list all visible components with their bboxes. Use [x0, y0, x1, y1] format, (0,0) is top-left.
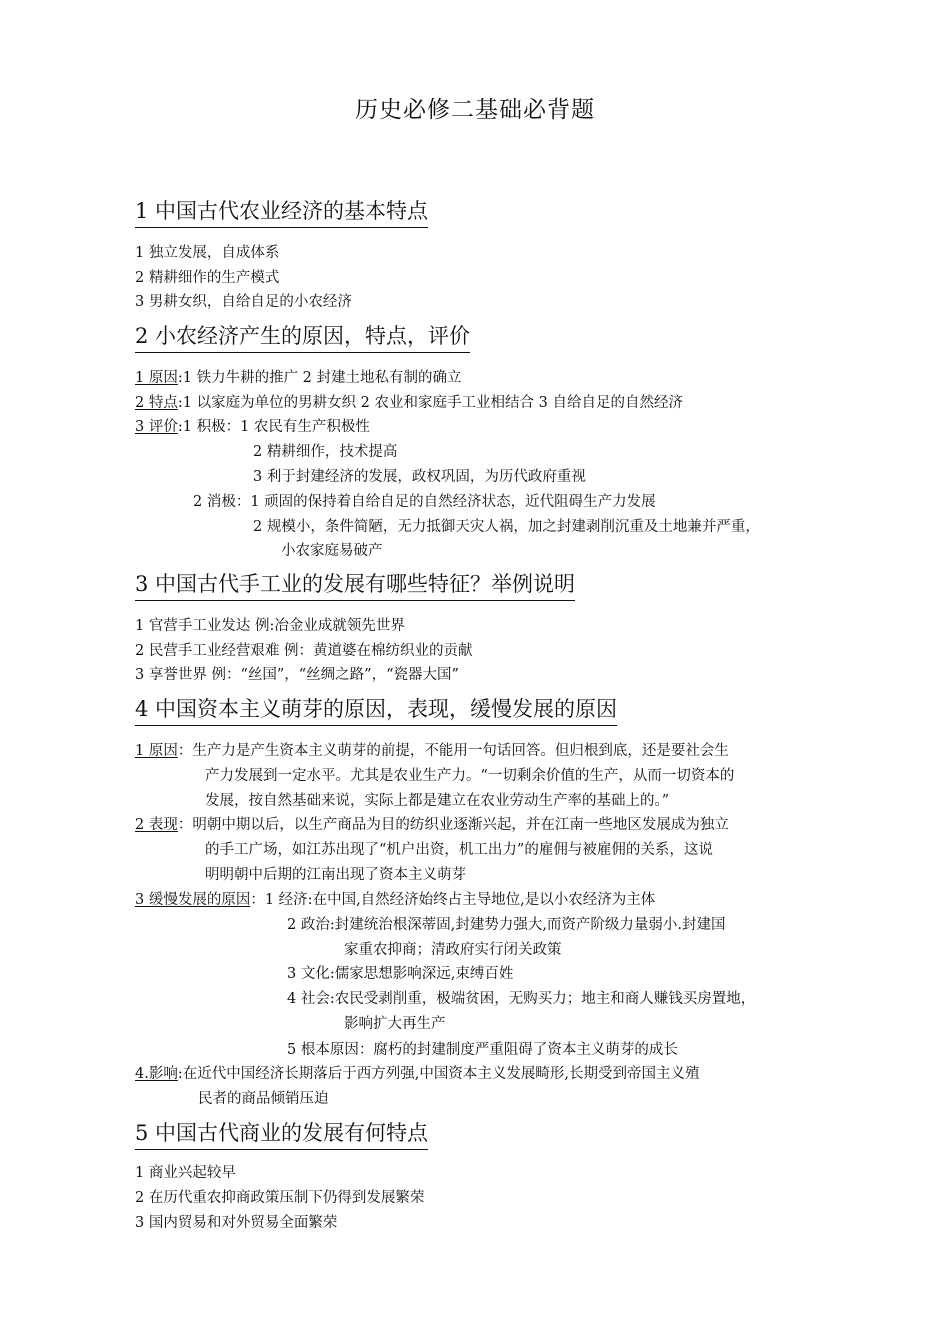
- s4-slow-politics-cont: 家重农抑商；清政府实行闭关政策: [344, 942, 562, 958]
- s5-item-1: 1 商业兴起较早: [135, 1165, 236, 1181]
- page-title: 历史必修二基础必背题: [355, 97, 595, 123]
- s4-impact-line-2: 民者的商品倾销压迫: [198, 1091, 329, 1107]
- s4-slow-root: 5 根本原因：腐朽的封建制度严重阻碍了资本主义萌芽的成长: [287, 1042, 678, 1058]
- s2-reason-label: 1 原因: [135, 370, 178, 386]
- s4-perf-line-2: 的手工广场，如江苏出现了“机户出资，机工出力”的雇佣与被雇佣的关系，这说: [205, 842, 713, 858]
- s4-performance: [135, 815, 729, 835]
- s2-negative-1: 2 消极：1 顽固的保持着自给自足的自然经济状态，近代阻碍生产力发展: [193, 494, 656, 510]
- s4-slow-culture: 3 文化:儒家思想影响深远,束缚百姓: [287, 966, 514, 982]
- s4-perf-line-1: ：明朝中期以后，以生产商品为目的纺织业逐渐兴起，并在江南一些地区发展成为独立: [177, 817, 729, 833]
- s4-impact: [135, 1064, 699, 1084]
- s2-feature-text: :1 以家庭为单位的男耕女织 2 农业和家庭手工业相结合 3 自给自足的自然经济: [177, 395, 683, 411]
- s4-reason: [135, 741, 729, 761]
- s4-slow-label: 3 缓慢发展的原因: [135, 892, 251, 908]
- s2-feature-label: 2 特点: [135, 395, 178, 411]
- s3-item-2: 2 民营手工业经营艰难 例：黄道婆在棉纺织业的贡献: [135, 643, 473, 659]
- s2-positive-3: 3 利于封建经济的发展，政权巩固，为历代政府重视: [253, 469, 586, 485]
- s2-eval-text: :1 积极：1 农民有生产积极性: [177, 419, 370, 435]
- s4-perf-line-3: 明明朝中后期的江南出现了资本主义萌芽: [205, 867, 466, 883]
- s4-impact-label: 4.影响: [135, 1066, 178, 1082]
- s2-eval-label: 3 评价: [135, 419, 178, 435]
- s3-item-3: 3 享誉世界 例：“丝国”，“丝绸之路”，“瓷器大国”: [135, 667, 459, 683]
- s4-reason-line-2: 产力发展到一定水平。尤其是农业生产力。“一切剩余价值的生产，从而一切资本的: [205, 768, 735, 784]
- s5-item-2: 2 在历代重农抑商政策压制下仍得到发展繁荣: [135, 1190, 425, 1206]
- section-3-heading: 3 中国古代手工业的发展有哪些特征？举例说明: [135, 569, 575, 601]
- s2-negative-2-cont: 小农家庭易破产: [281, 543, 383, 559]
- s4-perf-label: 2 表现: [135, 817, 178, 833]
- section-2-heading: 2 小农经济产生的原因，特点，评价: [135, 321, 470, 353]
- s4-slow-society-cont: 影响扩大再生产: [344, 1016, 446, 1032]
- s4-reason-line-3: 发展，按自然基础来说，实际上都是建立在农业劳动生产率的基础上的。”: [205, 793, 670, 809]
- s2-positive-2: 2 精耕细作，技术提高: [253, 444, 398, 460]
- s4-slow-line-1: ：1 经济:在中国,自然经济始终占主导地位,是以小农经济为主体: [250, 892, 656, 908]
- s4-slow: [135, 890, 655, 910]
- section-1-heading: 1 中国古代农业经济的基本特点: [135, 196, 428, 228]
- s4-reason-line-1: ：生产力是产生资本主义萌芽的前提，不能用一句话回答。但归根到底，还是要社会生: [177, 743, 729, 759]
- s2-negative-2: 2 规模小，条件简陋，无力抵御天灾人祸，加之封建剥削沉重及土地兼并严重，: [253, 519, 760, 535]
- s2-feature: [135, 393, 683, 413]
- s2-eval: [135, 417, 370, 437]
- section-4-heading: 4 中国资本主义萌芽的原因，表现，缓慢发展的原因: [135, 694, 617, 726]
- s2-reason: [135, 368, 462, 388]
- s4-impact-line-1: :在近代中国经济长期落后于西方列强,中国资本主义发展畸形,长期受到帝国主义殖: [177, 1066, 700, 1082]
- s4-slow-society: 4 社会:农民受剥削重，极端贫困，无购买力；地主和商人赚钱买房置地，: [287, 991, 756, 1007]
- s4-slow-politics: 2 政治:封建统治根深蒂固,封建势力强大,而资产阶级力量弱小.封建国: [287, 917, 726, 933]
- s1-item-3: 3 男耕女织，自给自足的小农经济: [135, 294, 352, 310]
- s5-item-3: 3 国内贸易和对外贸易全面繁荣: [135, 1215, 338, 1231]
- s1-item-1: 1 独立发展，自成体系: [135, 245, 280, 261]
- s4-reason-label: 1 原因: [135, 743, 178, 759]
- section-5-heading: 5 中国古代商业的发展有何特点: [135, 1118, 428, 1150]
- s1-item-2: 2 精耕细作的生产模式: [135, 270, 280, 286]
- s3-item-1: 1 官营手工业发达 例:冶金业成就领先世界: [135, 618, 405, 634]
- s2-reason-text: :1 铁力牛耕的推广 2 封建土地私有制的确立: [177, 370, 462, 386]
